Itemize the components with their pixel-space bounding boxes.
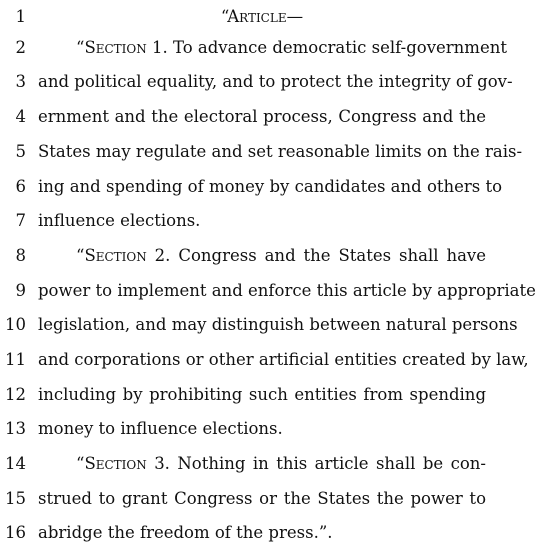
line-text: influence elections. bbox=[38, 211, 201, 231]
line-number: 12 bbox=[5, 384, 26, 404]
line-number: 8 bbox=[15, 245, 26, 265]
section-1-opening: “Section 1. To advance democratic self-government bbox=[76, 37, 507, 57]
document-line bbox=[0, 447, 502, 482]
document-line bbox=[0, 100, 502, 135]
line-text: strued to grant Congress or the States the power to bbox=[38, 488, 486, 508]
document-line bbox=[0, 239, 502, 274]
line-text: ernment and the electoral process, Congress and the bbox=[38, 107, 486, 127]
document-line bbox=[0, 65, 513, 100]
line-text: ing and spending of money by candidates and others to bbox=[38, 176, 503, 196]
document-line bbox=[0, 135, 523, 170]
section-3-opening: “Section 3. Nothing in this article shall be con- bbox=[76, 454, 486, 474]
line-number: 10 bbox=[5, 315, 26, 335]
line-number: 4 bbox=[15, 107, 26, 127]
line-text: money to influence elections. bbox=[38, 419, 283, 439]
line-text: including by prohibiting such entities from spending bbox=[38, 384, 486, 404]
line-text: and political equality, and to protect the integrity of gov- bbox=[38, 72, 513, 92]
line-number: 14 bbox=[5, 454, 26, 474]
line-number: 16 bbox=[5, 523, 26, 542]
line-number: 3 bbox=[15, 72, 26, 92]
document-line bbox=[0, 308, 518, 343]
document-line bbox=[0, 170, 502, 205]
document-line bbox=[0, 204, 502, 239]
document-line bbox=[0, 412, 502, 447]
line-text: States may regulate and set reasonable limits on the rais- bbox=[38, 141, 523, 161]
line-number: 6 bbox=[15, 176, 26, 196]
article-heading: “Article— bbox=[220, 7, 304, 26]
line-number: 13 bbox=[5, 419, 26, 439]
line-number: 5 bbox=[15, 141, 26, 161]
document-line bbox=[0, 482, 502, 517]
document-line bbox=[0, 343, 529, 378]
line-text: and corporations or other artificial entities created by law, bbox=[38, 350, 529, 369]
document-line bbox=[0, 516, 502, 551]
line-number: 15 bbox=[5, 488, 26, 508]
section-2-opening: “Section 2. Congress and the States shall have bbox=[76, 245, 486, 265]
document-line bbox=[0, 378, 502, 413]
document-line bbox=[0, 31, 507, 66]
line-number: 9 bbox=[15, 280, 26, 300]
line-number: 1 bbox=[15, 7, 26, 26]
line-number: 2 bbox=[15, 37, 26, 57]
line-text: power to implement and enforce this article by appropriate bbox=[38, 280, 536, 300]
document-line bbox=[0, 0, 502, 35]
line-text: legislation, and may distinguish between natural persons bbox=[38, 315, 518, 335]
document-line bbox=[0, 274, 536, 309]
line-number: 11 bbox=[5, 350, 26, 369]
line-number: 7 bbox=[15, 211, 26, 231]
line-text: abridge the freedom of the press.”. bbox=[38, 523, 333, 542]
